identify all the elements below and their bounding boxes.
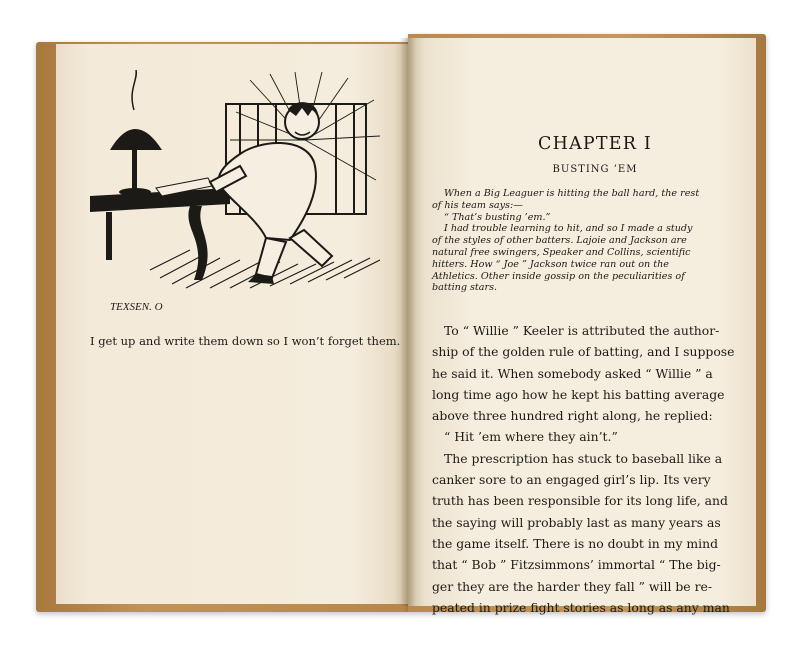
intro-line: hitters. How “ Joe ” Jackson twice ran out on the: [432, 258, 669, 270]
desk-leg-back: [106, 212, 112, 260]
intro-line: batting stars.: [432, 282, 498, 294]
body-line: “ Hit ’em where they ain’t.”: [444, 429, 618, 445]
lamp-stem: [132, 150, 137, 190]
chapter-body: [432, 320, 762, 618]
chapter-subtitle: BUSTING ’EM: [552, 164, 638, 175]
intro-line: I had trouble learning to hit, and so I made a study: [444, 223, 693, 235]
intro-line: When a Big Leaguer is hitting the ball hard, the rest: [444, 188, 700, 199]
body-line: The prescription has stuck to baseball like a: [444, 450, 723, 466]
intro-line: of his team says:—: [432, 199, 523, 211]
body-line: To “ Willie ” Keeler is attributed the author-: [444, 323, 720, 338]
intro-line: natural free swingers, Speaker and Collins, scientific: [432, 246, 691, 258]
body-line: canker sore to an engaged girl’s lip. Its very: [432, 472, 711, 488]
man-leg-right: [290, 230, 332, 266]
lamp-shade: [110, 129, 162, 150]
body-line: above three hundred right along, he replied:: [432, 408, 713, 424]
man-nightshirt: [219, 143, 316, 240]
lamp-cord: [132, 70, 136, 110]
body-line: that “ Bob ” Fitzsimmons’ immortal “ The big-: [432, 557, 721, 573]
intro-line: of the styles of other batters. Lajoie and Jackson are: [432, 235, 687, 247]
body-line: the saying will probably last as many years as: [432, 514, 721, 530]
cartoon-illustration: [90, 70, 382, 322]
body-line: long time ago how he kept his batting average: [432, 386, 725, 402]
book-gutter: [400, 38, 416, 606]
intro-line: Athletics. Other inside gossip on the peculiarities of: [432, 270, 685, 282]
illustration-signature: TEXSEN. O: [110, 301, 163, 313]
desk-leg: [188, 206, 207, 280]
body-line: ship of the golden rule of batting, and I suppose: [432, 344, 735, 360]
intro-line: “ That’s busting ’em.”: [444, 211, 551, 223]
body-line: truth has been responsible for its long life, and: [432, 493, 728, 509]
body-line: peated in prize fight stories as long as any man: [432, 599, 730, 615]
body-line: the game itself. There is no doubt in my mind: [432, 535, 719, 551]
illustration-caption: I get up and write them down so I won’t forget them.: [90, 334, 401, 348]
chapter-intro: [432, 188, 752, 294]
body-line: he said it. When somebody asked “ Willie ” a: [432, 365, 713, 381]
body-line: ger they are the harder they fall ” will be re-: [432, 578, 713, 594]
chapter-title: CHAPTER I: [538, 134, 652, 154]
